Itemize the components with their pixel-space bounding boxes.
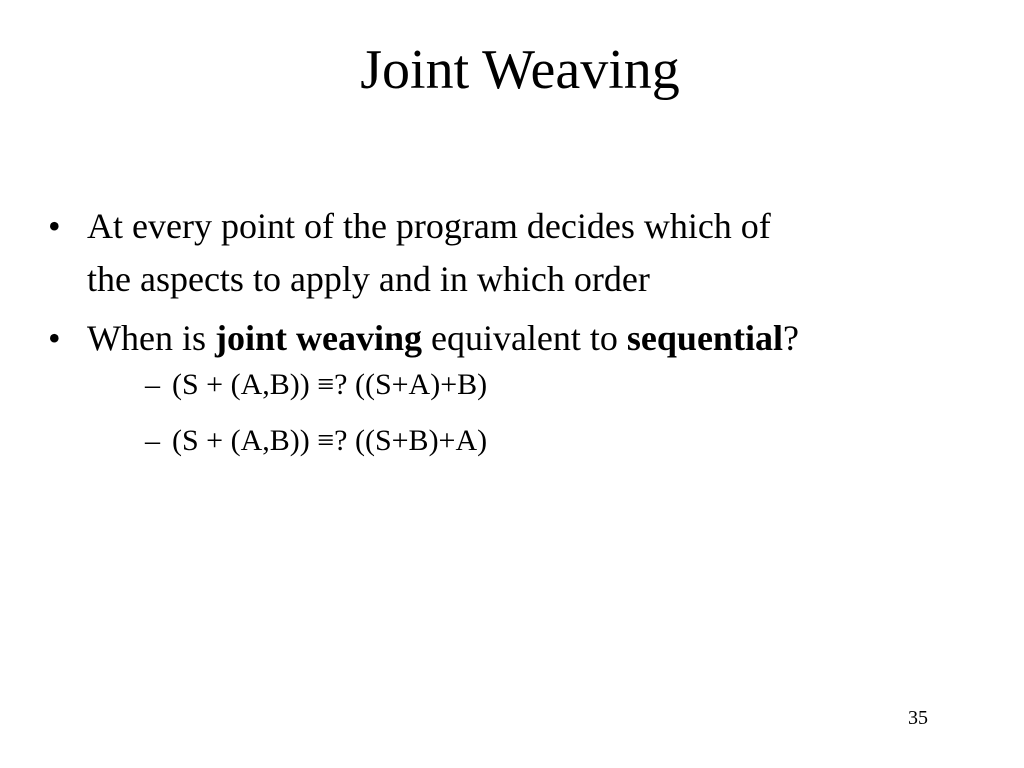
sub-bullet-list xyxy=(87,365,1004,461)
dash-marker: – xyxy=(145,424,160,457)
dash-marker: – xyxy=(145,368,160,401)
sub-bullet-text: (S + (A,B)) ≡? ((S+B)+A) xyxy=(172,424,488,457)
bullet-item-1 xyxy=(44,200,1004,306)
bullet-list xyxy=(44,200,1004,477)
bullet-marker: • xyxy=(48,206,61,246)
bullet-text-line-1: At every point of the program decides which of xyxy=(87,206,771,246)
bullet-text-middle: equivalent to xyxy=(421,318,627,358)
bold-term-sequential: sequential xyxy=(626,318,783,358)
bullet-text-line-2: the aspects to apply and in which order xyxy=(87,259,650,299)
sub-bullet-text: (S + (A,B)) ≡? ((S+A)+B) xyxy=(172,368,488,401)
bold-term-joint-weaving: joint weaving xyxy=(214,318,422,358)
slide-title: Joint Weaving xyxy=(360,39,680,101)
sub-bullet-item-2 xyxy=(87,421,1004,461)
bullet-text-after: ? xyxy=(782,318,799,358)
bullet-item-2 xyxy=(44,312,1004,461)
bullet-marker: • xyxy=(48,318,61,358)
page-number: 35 xyxy=(908,707,928,729)
bullet-text-before: When is xyxy=(87,318,215,358)
sub-bullet-item-1 xyxy=(87,365,1004,405)
